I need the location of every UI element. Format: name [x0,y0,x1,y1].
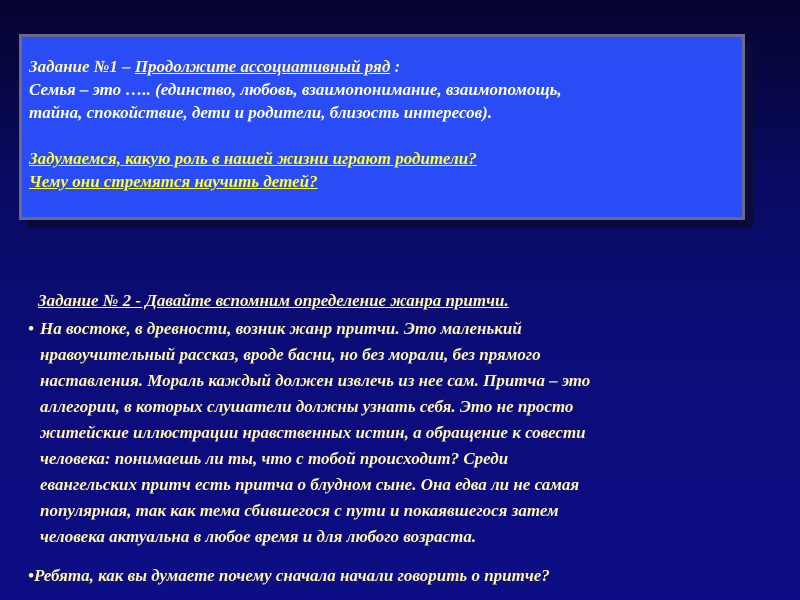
spacer [29,124,741,147]
paragraph-line: На востоке, в древности, возник жанр притчи. Это маленький [40,319,522,338]
paragraph-line: аллегории, в которых слушатели должны узнать себя. Это не просто [40,397,574,416]
task2-question-item [28,563,550,589]
task2-title: Задание № 2 - Давайте вспомним определение жанра притчи [38,291,505,310]
paragraph-lines [40,316,788,550]
paragraph-line: наставления. Мораль каждый должен извлечь из нее сам. Притча – это [40,371,591,390]
bullet-1: • [28,319,34,338]
task1-heading [29,55,741,78]
paragraph-line: популярная, так как тема сбившегося с пути и покаявшегося затем [40,501,559,520]
task1-label: Задание №1 – [29,57,135,76]
task2-question: Ребята, как вы думаете почему сначала начали говорить о притче? [33,566,550,585]
paragraph-line: евангельских притч есть притча о блудном сыне. Она едва ли не самая [40,475,580,494]
task1-title-suffix: : [390,57,401,76]
task2-title-suffix: . [504,291,509,310]
task1-question-1: Задумаемся, какую роль в нашей жизни играют родители? [29,149,477,168]
task1-line-2: тайна, спокойствие, дети и родители, близость интересов). [29,103,493,122]
paragraph-line: человека актуальна в любое время и для любого возраста. [40,527,477,546]
bullet-2: • [28,566,34,585]
task2-heading [38,288,509,314]
task1-line-1: Семья – это ….. (единство, любовь, взаимопонимание, взаимопомощь, [29,80,562,99]
task1-title: Продолжите ассоциативный ряд [134,57,391,76]
task1-box [19,34,745,220]
task2-paragraph [28,316,788,550]
paragraph-line: житейские иллюстрации нравственных истин, а обращение к совести [40,423,586,442]
paragraph-line: нравоучительный рассказ, вроде басни, но без морали, без прямого [40,345,541,364]
task1-question-2: Чему они стремятся научить детей? [29,172,318,191]
paragraph-line: человека: понимаешь ли ты, что с тобой происходит? Среди [40,449,509,468]
task1-text [29,55,741,193]
